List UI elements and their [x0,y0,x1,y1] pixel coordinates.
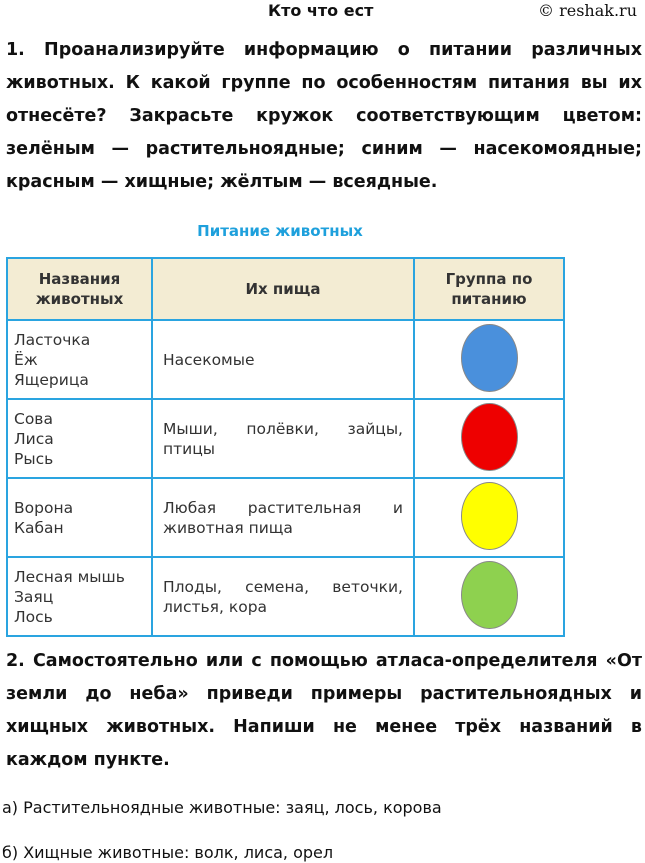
header-food: Их пища [152,258,414,320]
group-color-circle[interactable] [461,482,518,550]
animal-names [7,320,152,399]
page-title: Кто что ест [268,1,374,20]
food-cell: Мыши, полёвки, зайцы, птицы [152,399,414,478]
group-color-circle[interactable] [461,403,518,471]
animal-name: Кабан [14,518,64,537]
animal-name: Лось [14,607,53,626]
table-row [7,399,564,478]
group-cell [414,557,564,636]
group-color-circle[interactable] [461,324,518,392]
animal-names [7,478,152,557]
animal-name: Заяц [14,587,54,606]
table-row [7,557,564,636]
animal-name: Рысь [14,449,54,468]
header-group: Группа по питанию [414,258,564,320]
food-cell: Плоды, семена, веточки, листья, кора [152,557,414,636]
animal-name: Лиса [14,429,54,448]
group-cell [414,320,564,399]
animal-name: Ящерица [14,370,89,389]
animal-name: Ласточка [14,330,91,349]
answer-predators: б) Хищные животные: волк, лиса, орел [2,843,334,862]
animal-name: Лесная мышь [14,567,125,586]
animal-name: Ворона [14,498,74,517]
header-names: Названия животных [7,258,152,320]
animal-diet-table [6,257,565,637]
table-row [7,478,564,557]
animal-names [7,557,152,636]
task-1-text: 1. Проанализируйте информацию о питании различных животных. К какой группе по особенностям питания вы их отнесёте? Закрасьте кружок соответствующим цветом: зелёным — растительноядные; синим — насекомоядные; красным — хищные; жёлтым — всеядные. [6,40,642,192]
group-cell [414,399,564,478]
animal-name: Ёж [14,350,38,369]
table-header-row [7,258,564,320]
group-cell [414,478,564,557]
answer-herbivores: а) Растительноядные животные: заяц, лось, корова [2,798,442,817]
site-credit: © reshak.ru [538,1,637,20]
table-caption: Питание животных [197,222,363,240]
food-cell: Любая растительная и животная пища [152,478,414,557]
page-header [0,0,645,24]
group-color-circle[interactable] [461,561,518,629]
animal-names [7,399,152,478]
animal-name: Сова [14,409,53,428]
table-row [7,320,564,399]
food-cell: Насекомые [152,320,414,399]
task-2-text: 2. Самостоятельно или с помощью атласа-определителя «От земли до неба» приведи примеры растительноядных и хищных животных. Напиши не менее трёх названий в каждом пункте. [6,651,642,770]
